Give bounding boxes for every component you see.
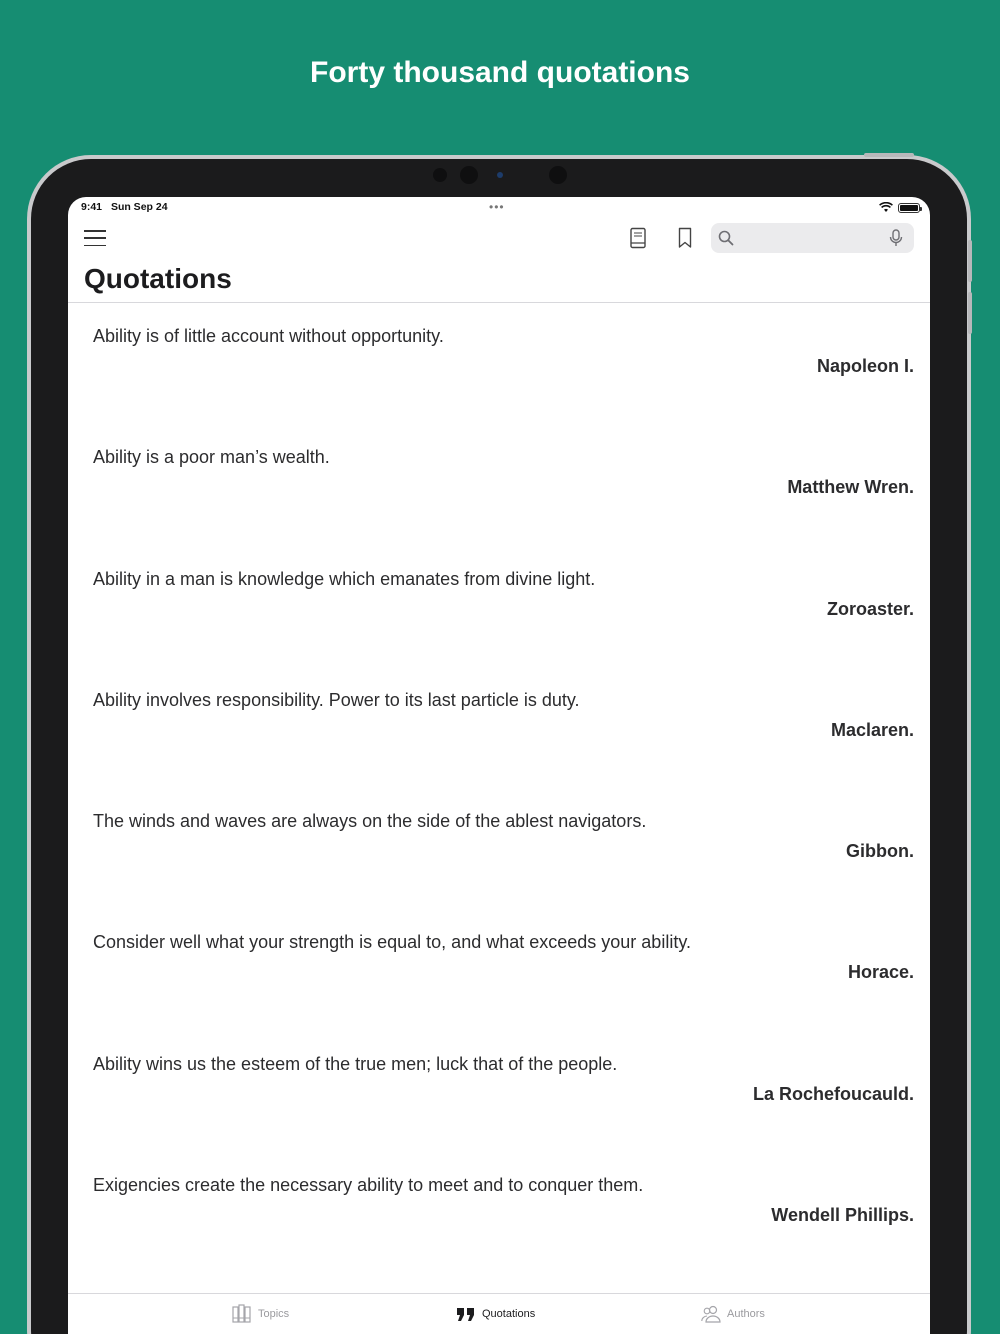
quote-item[interactable] xyxy=(68,1152,930,1273)
microphone-icon[interactable] xyxy=(889,229,903,247)
status-indicators xyxy=(879,202,920,213)
quote-author: La Rochefoucauld. xyxy=(752,1083,914,1104)
quote-item[interactable] xyxy=(68,909,930,1030)
menu-icon[interactable] xyxy=(84,230,106,246)
tab-label: Topics xyxy=(258,1308,290,1320)
quote-text: Ability involves responsibility. Power to its last particle is duty. xyxy=(93,689,580,710)
tab-label: Authors xyxy=(727,1308,765,1320)
quote-item[interactable] xyxy=(68,546,930,667)
quote-author: Gibbon. xyxy=(846,841,914,862)
quote-text: Consider well what your strength is equal to, and what exceeds your ability. xyxy=(93,932,691,953)
device-volume-down xyxy=(968,292,972,334)
search-input[interactable] xyxy=(739,223,889,253)
people-icon xyxy=(701,1304,721,1324)
quote-text: The winds and waves are always on the side of the ablest navigators. xyxy=(93,811,647,832)
quote-text: Ability is a poor man’s wealth. xyxy=(93,447,330,468)
tab-label: Quotations xyxy=(482,1308,536,1320)
tab-quotations[interactable] xyxy=(456,1304,535,1324)
multitasking-dots[interactable]: ••• xyxy=(489,200,505,214)
wifi-icon xyxy=(879,202,893,213)
status-bar-clock xyxy=(81,201,174,213)
quote-marks-icon xyxy=(456,1304,476,1324)
quote-text: Ability wins us the esteem of the true men; luck that of the people. xyxy=(93,1053,618,1074)
quote-author: Maclaren. xyxy=(830,719,914,740)
tab-topics[interactable] xyxy=(232,1304,289,1324)
marketing-headline: Forty thousand quotations xyxy=(310,56,690,89)
app-screen xyxy=(68,197,930,1334)
device-top-button xyxy=(864,153,914,157)
bookmark-icon[interactable] xyxy=(677,227,693,249)
tab-bar xyxy=(68,1293,930,1334)
tab-authors[interactable] xyxy=(701,1304,765,1324)
device-volume-up xyxy=(968,240,972,282)
quote-list xyxy=(68,303,930,1273)
search-icon xyxy=(718,230,734,246)
quote-item[interactable] xyxy=(68,788,930,909)
quote-item[interactable] xyxy=(68,1031,930,1152)
camera-indicator xyxy=(497,172,503,178)
quote-item[interactable] xyxy=(68,667,930,788)
book-icon[interactable] xyxy=(629,227,647,249)
quote-text: Exigencies create the necessary ability to meet and to conquer them. xyxy=(93,1175,644,1196)
books-icon xyxy=(232,1304,252,1324)
status-time: 9:41 xyxy=(81,201,103,213)
page-title: Quotations xyxy=(84,263,232,294)
quote-author: Napoleon I. xyxy=(816,356,914,376)
quote-author: Matthew Wren. xyxy=(787,477,914,498)
search-bar[interactable] xyxy=(711,223,914,253)
camera-lens xyxy=(460,166,478,184)
quote-author: Wendell Phillips. xyxy=(771,1205,914,1226)
status-date: Sun Sep 24 xyxy=(110,201,168,213)
quote-author: Zoroaster. xyxy=(826,598,914,619)
quote-text: Ability is of little account without opportunity. xyxy=(93,326,444,346)
quote-item[interactable] xyxy=(68,424,930,545)
quote-author: Horace. xyxy=(847,962,914,983)
quote-text: Ability in a man is knowledge which emanates from divine light. xyxy=(93,568,596,589)
battery-icon xyxy=(898,203,920,213)
camera-sensor-right xyxy=(549,166,567,184)
quote-item[interactable] xyxy=(68,303,930,424)
camera-sensor xyxy=(433,168,447,182)
